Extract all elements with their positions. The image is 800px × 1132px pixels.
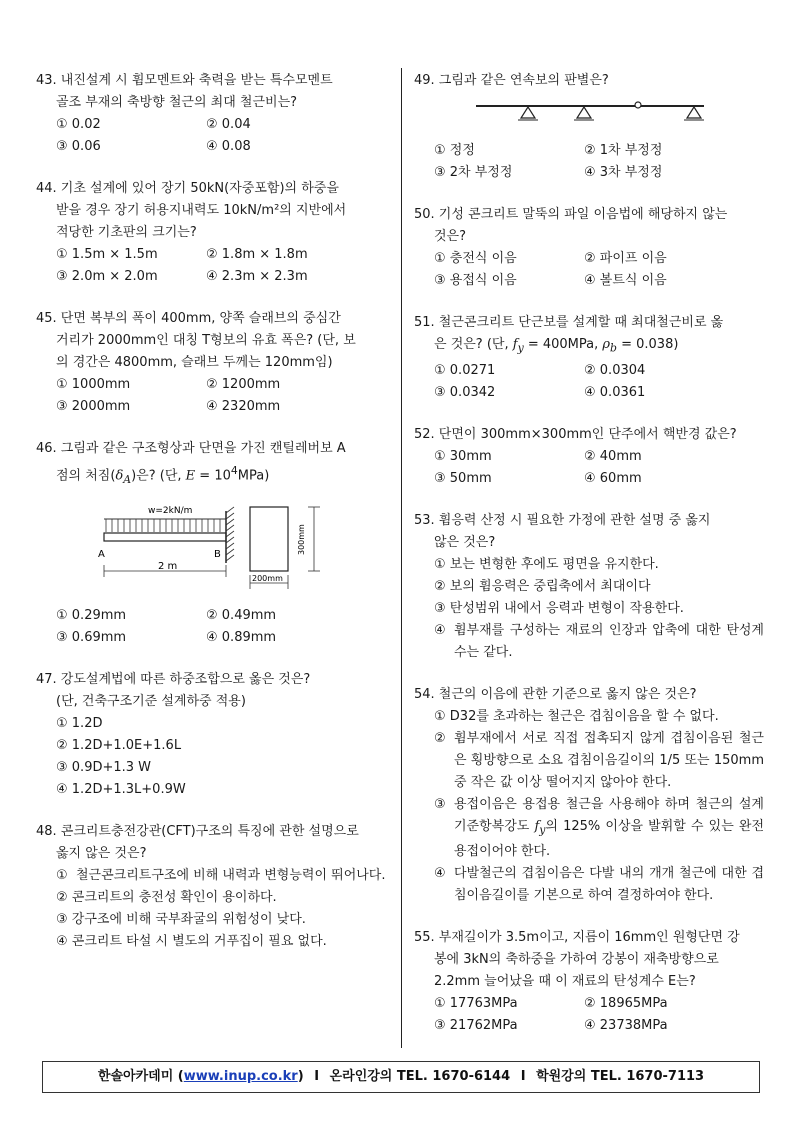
cantilever-figure bbox=[36, 497, 388, 601]
option-1[interactable]: ① 보는 변형한 후에도 평면을 유지한다. bbox=[434, 556, 659, 572]
option-1[interactable]: ① 0.29mm bbox=[56, 607, 127, 623]
option-4[interactable]: ④ 볼트식 이음 bbox=[584, 273, 667, 288]
question-text: 48. 콘크리트충전강관(CFT)구조의 특징에 관한 설명으로 bbox=[36, 823, 359, 839]
option-4[interactable]: ④ 1.2D+1.3L+0.9W bbox=[56, 781, 186, 797]
wall-hatch bbox=[226, 507, 234, 561]
section-width-label: 200mm bbox=[252, 573, 283, 583]
option-1[interactable]: ① 1000mm bbox=[56, 377, 131, 392]
academy-name: 한솔아카데미 ( bbox=[97, 1069, 184, 1084]
load-arrows bbox=[106, 519, 220, 532]
option-4[interactable]: ④ 0.0361 bbox=[584, 384, 646, 400]
question-text: 골조 부재의 축방향 철근의 최대 철근비는? bbox=[56, 95, 298, 110]
question-text: 55. 부재길이가 3.5m이고, 지름이 16mm인 원형단면 강 bbox=[414, 930, 740, 946]
point-a-label: A bbox=[98, 548, 105, 560]
option-3[interactable]: ③ 0.0342 bbox=[434, 384, 496, 400]
option-1[interactable]: ① 정정 bbox=[434, 143, 475, 158]
question-text: 44. 기초 설계에 있어 장기 50kN(자중포함)의 하중을 bbox=[36, 181, 339, 196]
option-2[interactable]: ② 0.04 bbox=[206, 117, 251, 132]
option-2[interactable]: ② 1차 부정정 bbox=[584, 143, 663, 158]
load-label: w=2kN/m bbox=[148, 505, 193, 516]
question-text: 50. 기성 콘크리트 말뚝의 파일 이음법에 해당하지 않는 bbox=[414, 207, 728, 222]
question-text: 받을 경우 장기 허용지내력도 10kN/m²의 지반에서 bbox=[56, 203, 347, 218]
option-4[interactable]: ④ 2320mm bbox=[206, 399, 281, 414]
option-1[interactable]: ① 0.02 bbox=[56, 117, 101, 132]
option-3[interactable]: ③ 0.69mm bbox=[56, 629, 127, 645]
option-3[interactable]: ③ 2.0m × 2.0m bbox=[56, 269, 158, 284]
website-link[interactable]: www.inup.co.kr bbox=[183, 1069, 298, 1084]
wall-hatch-line bbox=[226, 519, 234, 525]
question-text: 2.2mm 늘어났을 때 이 재료의 탄성계수 E는? bbox=[434, 974, 696, 990]
option-3[interactable]: ③ 0.06 bbox=[56, 139, 101, 154]
option-2[interactable]: ② 1.8m × 1.8m bbox=[206, 247, 308, 262]
option-1[interactable]: ① 17763MPa bbox=[434, 996, 518, 1012]
wall-hatch-line bbox=[226, 537, 234, 543]
option-4[interactable]: ④ 0.08 bbox=[206, 139, 251, 154]
option-1[interactable]: ① 충전식 이음 bbox=[434, 251, 517, 266]
option-2[interactable]: ② 0.0304 bbox=[584, 362, 646, 378]
question-43 bbox=[36, 70, 388, 158]
question-50 bbox=[414, 204, 764, 292]
option-2[interactable]: ② 파이프 이음 bbox=[584, 251, 667, 266]
option-4[interactable]: ④ 3차 부정정 bbox=[584, 165, 663, 180]
support-3 bbox=[687, 107, 701, 118]
option-1[interactable]: ① 0.0271 bbox=[434, 362, 496, 378]
wall-hatch-line bbox=[226, 531, 234, 537]
option-2[interactable]: ② 18965MPa bbox=[584, 996, 668, 1012]
question-47 bbox=[36, 669, 388, 801]
beam bbox=[104, 533, 226, 541]
question-55 bbox=[414, 927, 764, 1037]
question-text: 적당한 기초판의 크기는? bbox=[56, 225, 197, 240]
question-text: 47. 강도설계법에 따른 하중조합으로 옳은 것은? bbox=[36, 671, 311, 687]
option-3[interactable]: ③ 용접이음은 용접용 철근을 사용해야 하며 철근의 설계기준항복강도 $f_y$의 125% 이상을 발휘할 수 있는 완전용접이어야 한다. bbox=[434, 796, 765, 860]
option-4[interactable]: ④ 23738MPa bbox=[584, 1018, 668, 1034]
option-4[interactable]: ④ 콘크리트 타설 시 별도의 거푸집이 필요 없다. bbox=[56, 933, 327, 949]
option-3[interactable]: ③ 탄성범위 내에서 응력과 변형이 작용한다. bbox=[434, 600, 684, 616]
option-2[interactable]: ② 0.49mm bbox=[206, 607, 277, 623]
wall-hatch-line bbox=[226, 549, 234, 555]
point-b-label: B bbox=[214, 548, 221, 560]
question-text: (단, 건축구조기준 설계하중 적용) bbox=[56, 693, 246, 709]
section-height-label: 300mm bbox=[297, 524, 306, 555]
question-text: 옳지 않은 것은? bbox=[56, 845, 147, 861]
question-text: 45. 단면 복부의 폭이 400mm, 양쪽 슬래브의 중심간 bbox=[36, 311, 341, 326]
question-52 bbox=[414, 424, 764, 490]
option-4[interactable]: ④ 2.3m × 2.3m bbox=[206, 269, 308, 284]
question-text: 봉에 3kN의 축하중을 가하여 강봉이 재축방향으로 bbox=[434, 952, 719, 968]
option-3[interactable]: ③ 50mm bbox=[434, 470, 492, 486]
option-2[interactable]: ② 휨부재에서 서로 직접 접촉되지 않게 겹침이음된 철근은 횡방향으로 소요 겹침이음길이의 1/5 또는 150mm 중 작은 값 이상 떨어지지 않아야 한다. bbox=[434, 730, 764, 790]
option-4[interactable]: ④ 60mm bbox=[584, 470, 642, 486]
question-text: 54. 철근의 이음에 관한 기준으로 옳지 않은 것은? bbox=[414, 686, 697, 702]
option-2[interactable]: ② 콘크리트의 충전성 확인이 용이하다. bbox=[56, 889, 277, 905]
question-48 bbox=[36, 821, 388, 953]
option-4[interactable]: ④ 0.89mm bbox=[206, 629, 277, 645]
option-1[interactable]: ① 1.5m × 1.5m bbox=[56, 247, 158, 262]
question-text: 51. 철근콘크리트 단근보를 설계할 때 최대철근비로 옳 bbox=[414, 315, 724, 330]
question-45 bbox=[36, 308, 388, 418]
option-4[interactable]: ④ 다발철근의 겹침이음은 다발 내의 개개 철근에 대한 겹침이음길이를 기본으로 하여 결정하여야 한다. bbox=[434, 866, 764, 904]
option-1[interactable]: ① 철근콘크리트구조에 비해 내력과 변형능력이 뛰어나다. bbox=[56, 867, 386, 883]
option-1[interactable]: ① D32를 초과하는 철근은 겹침이음을 할 수 없다. bbox=[434, 708, 719, 724]
wall-hatch-line bbox=[226, 507, 234, 513]
wall-hatch-line bbox=[226, 513, 234, 519]
option-2[interactable]: ② 1200mm bbox=[206, 377, 281, 392]
question-text: 49. 그림과 같은 연속보의 판별은? bbox=[414, 73, 609, 88]
question-text: 거리가 2000mm인 대칭 T형보의 유효 폭은? (단, 보 bbox=[56, 333, 356, 348]
question-text: 46. 그림과 같은 구조형상과 단면을 가진 캔틸레버보 A bbox=[36, 441, 346, 456]
question-text: 43. 내진설계 시 휨모멘트와 축력을 받는 특수모멘트 bbox=[36, 73, 333, 88]
separator: I bbox=[314, 1069, 320, 1084]
support-1 bbox=[521, 107, 535, 118]
question-46 bbox=[36, 438, 388, 649]
online-phone: 온라인강의 TEL. 1670-6144 bbox=[329, 1069, 511, 1084]
footer-banner: 한솔아카데미 (www.inup.co.kr) I 온라인강의 TEL. 1670-6144 I 학원강의 TEL. 1670-7113 bbox=[42, 1061, 760, 1093]
option-3[interactable]: ③ 0.9D+1.3 W bbox=[56, 759, 152, 775]
question-text: 53. 휨응력 산정 시 필요한 가정에 관한 설명 중 옳지 bbox=[414, 512, 711, 528]
option-2[interactable]: ② 40mm bbox=[584, 448, 642, 464]
question-text: 52. 단면이 300mm×300mm인 단주에서 핵반경 값은? bbox=[414, 426, 737, 442]
offline-phone: 학원강의 TEL. 1670-7113 bbox=[536, 1069, 705, 1084]
continuous-beam-figure bbox=[414, 98, 764, 136]
question-44 bbox=[36, 178, 388, 288]
question-text-2: 은 것은? (단, $f_y = 400MPa$, $\rho_b = 0.038$) bbox=[434, 337, 679, 355]
question-text: 않은 것은? bbox=[434, 534, 496, 550]
hinge bbox=[635, 102, 641, 108]
question-text: 의 경간은 4800mm, 슬래브 두께는 120mm임) bbox=[56, 355, 333, 370]
cantilever-diagram bbox=[36, 497, 388, 593]
section-rect bbox=[250, 507, 288, 571]
continuous-beam-diagram bbox=[414, 98, 764, 128]
option-2[interactable]: ② 보의 휨응력은 중립축에서 최대이다 bbox=[434, 578, 651, 594]
option-3[interactable]: ③ 2차 부정정 bbox=[434, 165, 513, 180]
column-divider bbox=[401, 68, 402, 1048]
left-column bbox=[36, 70, 388, 973]
option-1[interactable]: ① 1.2D bbox=[56, 715, 103, 731]
option-1[interactable]: ① 30mm bbox=[434, 448, 492, 464]
question-54 bbox=[414, 684, 764, 908]
question-51 bbox=[414, 312, 764, 404]
option-3[interactable]: ③ 2000mm bbox=[56, 399, 131, 414]
wall-hatch-line bbox=[226, 555, 234, 561]
question-53 bbox=[414, 510, 764, 664]
option-4[interactable]: ④ 휨부재를 구성하는 재료의 인장과 압축에 대한 탄성계수는 같다. bbox=[434, 622, 764, 660]
right-column bbox=[414, 70, 764, 1057]
wall-hatch-line bbox=[226, 543, 234, 549]
option-3[interactable]: ③ 21762MPa bbox=[434, 1018, 518, 1034]
option-2[interactable]: ② 1.2D+1.0E+1.6L bbox=[56, 737, 182, 753]
wall-hatch-line bbox=[226, 525, 234, 531]
option-3[interactable]: ③ 용접식 이음 bbox=[434, 273, 517, 288]
question-49 bbox=[414, 70, 764, 184]
span-label: 2 m bbox=[158, 560, 178, 572]
question-text-2: 점의 처짐$(\delta_A)$은? (단, $E = 10^4MPa$) bbox=[56, 464, 270, 486]
support-2 bbox=[577, 107, 591, 118]
question-text: 것은? bbox=[434, 229, 467, 244]
option-3[interactable]: ③ 강구조에 비해 국부좌굴의 위험성이 낮다. bbox=[56, 911, 306, 927]
separator: I bbox=[520, 1069, 526, 1084]
